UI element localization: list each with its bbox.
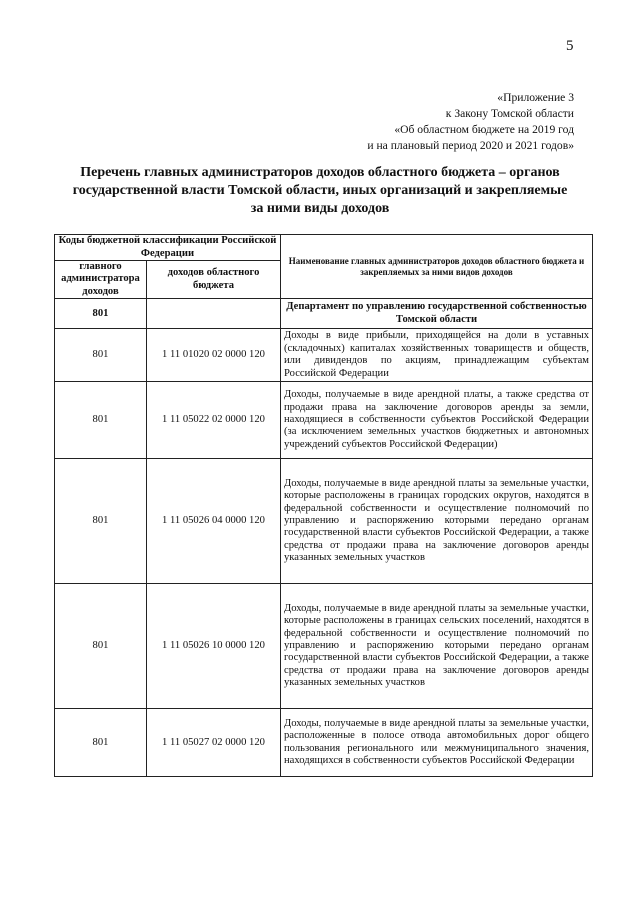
- header-row: [55, 235, 593, 261]
- income-code: 1 11 05027 02 0000 120: [147, 709, 281, 777]
- income-code: 1 11 05026 10 0000 120: [147, 584, 281, 709]
- admin-code: 801: [55, 709, 147, 777]
- document-title: Перечень главных администраторов доходов областного бюджета – органов государственной власти Томской области, иных организаций и закрепляемые за ними виды доходов: [72, 165, 568, 216]
- income-code: 1 11 01020 02 0000 120: [147, 329, 281, 382]
- header-name: Наименование главных администраторов доходов областного бюджета и закрепляемых за ними видов доходов: [281, 235, 593, 299]
- page-number: 5: [566, 38, 574, 54]
- header-classification-codes: Коды бюджетной классификации Российской Федерации: [55, 235, 281, 261]
- appendix-line: и на плановый период 2020 и 2021 годов»: [367, 139, 574, 152]
- table-row: [55, 459, 593, 584]
- income-description: Доходы в виде прибыли, приходящейся на доли в уставных (складочных) капиталах хозяйственных товариществ и обществ, или дивидендов по акциям, принадлежащим субъектам Российской Федерации: [281, 329, 593, 382]
- administrators-table: [54, 234, 593, 777]
- admin-code: 801: [55, 329, 147, 382]
- header-admin-code: главного администратора доходов: [55, 261, 147, 299]
- table-row: [55, 584, 593, 709]
- admin-code: 801: [55, 459, 147, 584]
- header-income-code: доходов областного бюджета: [147, 261, 281, 299]
- department-row: [55, 299, 593, 329]
- income-code: 1 11 05022 02 0000 120: [147, 382, 281, 459]
- income-description: Доходы, получаемые в виде арендной платы за земельные участки, которые расположены в границах сельских поселений, находятся в федеральной собственности и осуществление полномочий по управлению и распоряжению которыми передано органам государственной власти субъектов Российской Федерации, а также средства от продажи права на заключение договоров аренды указанных земельных участков: [281, 584, 593, 709]
- table-row: [55, 382, 593, 459]
- income-code: 1 11 05026 04 0000 120: [147, 459, 281, 584]
- income-description: Доходы, получаемые в виде арендной платы, а также средства от продажи права на заключение договоров аренды за земли, находящиеся в собственности субъектов Российской Федерации (за исключением земельных участков бюджетных и автономных учреждений субъектов Российской Федерации): [281, 382, 593, 459]
- table-row: [55, 329, 593, 382]
- admin-code: 801: [55, 382, 147, 459]
- table-row: [55, 709, 593, 777]
- appendix-line: «Приложение 3: [497, 91, 574, 104]
- department-code: 801: [55, 299, 147, 329]
- appendix-line: «Об областном бюджете на 2019 год: [394, 123, 574, 136]
- income-description: Доходы, получаемые в виде арендной платы за земельные участки, которые расположены в границах городских округов, находятся в федеральной собственности и осуществление полномочий по управлению и распоряжению которыми передано органам государственной власти субъектов Российской Федерации, а также средства от продажи права на заключение договоров аренды указанных земельных участков: [281, 459, 593, 584]
- department-name: Департамент по управлению государственной собственностью Томской области: [281, 299, 593, 329]
- admin-code: 801: [55, 584, 147, 709]
- appendix-line: к Закону Томской области: [445, 107, 574, 120]
- appendix-heading: [244, 90, 574, 154]
- department-empty-cell: [147, 299, 281, 329]
- income-description: Доходы, получаемые в виде арендной платы за земельные участки, расположенные в полосе отвода автомобильных дорог общего пользования регионального или межмуниципального значения, находящихся в собственности субъектов Российской Федерации: [281, 709, 593, 777]
